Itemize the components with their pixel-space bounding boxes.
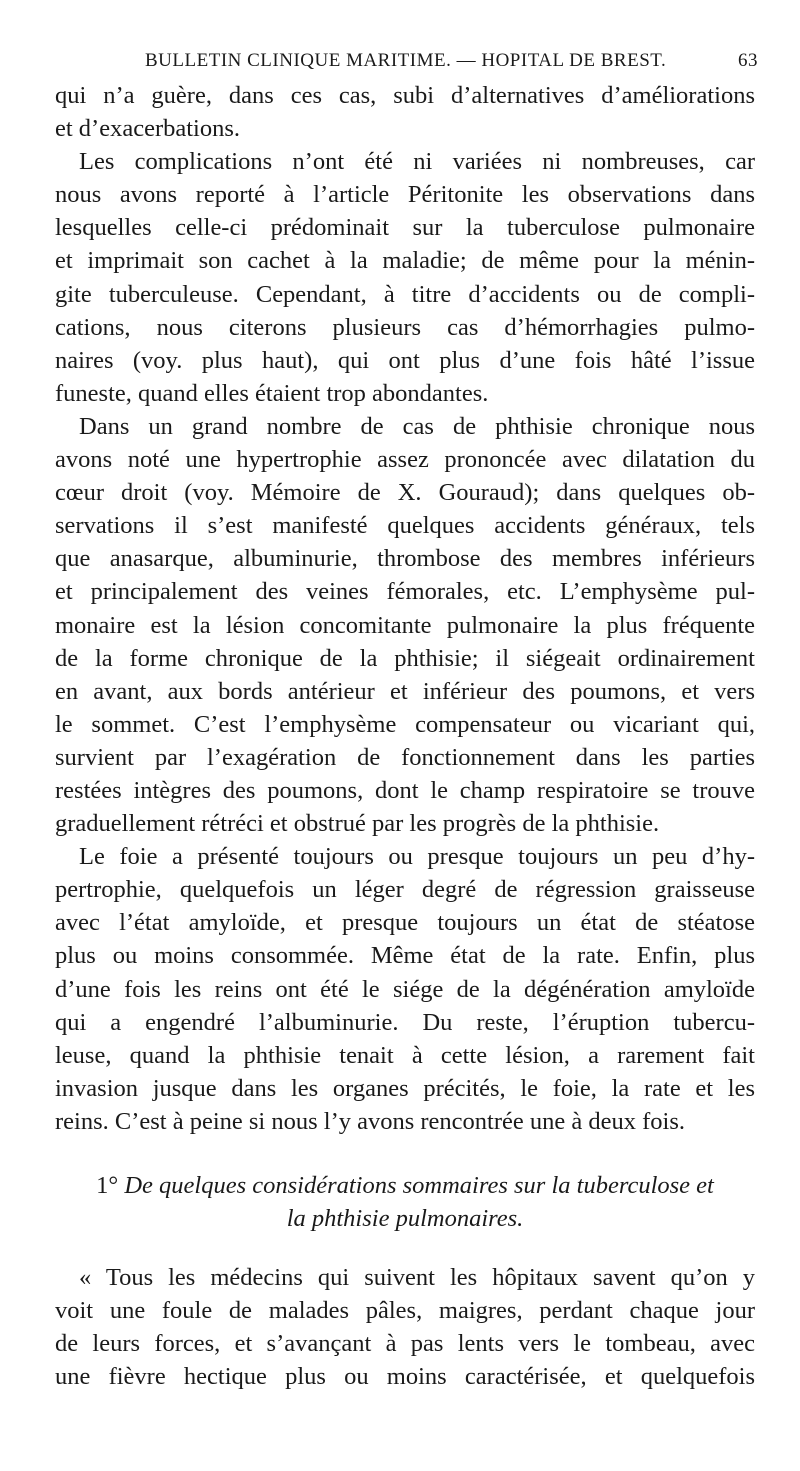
- text-line: d’une fois les reins ont été le siége de la dégénération amyloïde: [55, 975, 755, 1003]
- text-line: qui a engendré l’albuminurie. Du reste, l’éruption tubercu-: [55, 1008, 755, 1036]
- text-line: cations, nous citerons plusieurs cas d’hémorrhagies pulmo-: [55, 313, 755, 341]
- running-header: [55, 50, 758, 80]
- text-line: plus ou moins consommée. Même état de la rate. Enfin, plus: [55, 942, 755, 970]
- page-body: [55, 79, 755, 1393]
- text-line: « Tous les médecins qui suivent les hôpitaux savent qu’on y: [79, 1264, 755, 1291]
- text-line: leuse, quand la phthisie tenait à cette lésion, a rarement fait: [55, 1041, 755, 1069]
- paragraph: [55, 145, 755, 410]
- text-line: graduellement rétréci et obstrué par les progrès de la phthisie.: [55, 810, 660, 838]
- text-line: et principalement des veines fémorales, etc. L’emphysème pul-: [55, 578, 755, 606]
- text-line: invasion jusque dans les organes précités, le foie, la rate et les: [55, 1074, 755, 1102]
- running-title: BULLETIN CLINIQUE MARITIME. — HOPITAL DE BREST.: [145, 50, 667, 71]
- text-line: Les complications n’ont été ni variées ni nombreuses, car: [79, 148, 755, 176]
- text-line: et d’exacerbations.: [55, 115, 241, 143]
- section-title-part2: la phthisie pulmonaires.: [286, 1205, 524, 1232]
- text-line: le sommet. C’est l’emphysème compensateur ou vicariant qui,: [55, 710, 755, 738]
- paragraph: [55, 840, 755, 1138]
- text-line: nous avons reporté à l’article Péritonite les observations dans: [55, 181, 755, 209]
- text-line: survient par l’exagération de fonctionnement dans les parties: [55, 743, 755, 771]
- text-line: une fièvre hectique plus ou moins caractérisée, et quelquefois: [55, 1363, 755, 1391]
- text-line: gite tuberculeuse. Cependant, à titre d’accidents ou de compli-: [55, 280, 755, 308]
- text-line: que anasarque, albuminurie, thrombose des membres inférieurs: [55, 545, 755, 573]
- page-number: 63: [738, 50, 758, 71]
- paragraph: [55, 410, 755, 840]
- text-line: Le foie a présenté toujours ou presque toujours un peu d’hy-: [79, 843, 755, 871]
- text-line: de la forme chronique de la phthisie; il siégeait ordinairement: [55, 644, 755, 672]
- text-line: servations il s’est manifesté quelques accidents généraux, tels: [55, 512, 755, 540]
- text-line: monaire est la lésion concomitante pulmonaire la plus fréquente: [55, 611, 755, 639]
- text-line: restées intègres des poumons, dont le champ respiratoire se trouve: [55, 776, 755, 804]
- text-line: funeste, quand elles étaient trop abondantes.: [55, 379, 489, 407]
- section-heading: [55, 1169, 755, 1235]
- section-title-part1: De quelques considérations sommaires sur la tuberculose et: [124, 1172, 714, 1199]
- text-line: qui n’a guère, dans ces cas, subi d’alternatives d’améliorations: [55, 82, 755, 109]
- text-line: voit une foule de malades pâles, maigres, perdant chaque jour: [55, 1297, 755, 1325]
- text-line: pertrophie, quelquefois un léger degré de régression graisseuse: [55, 876, 755, 904]
- text-line: en avant, aux bords antérieur et inférieur des poumons, et vers: [55, 677, 755, 705]
- section-number: 1°: [96, 1172, 119, 1199]
- text-line: Dans un grand nombre de cas de phthisie chronique nous: [79, 412, 755, 440]
- paragraph: [55, 79, 755, 145]
- text-line: reins. C’est à peine si nous l’y avons rencontrée une à deux fois.: [55, 1107, 686, 1135]
- text-line: avons noté une hypertrophie assez prononcée avec dilatation du: [55, 446, 755, 474]
- text-line: avec l’état amyloïde, et presque toujours un état de stéatose: [55, 909, 755, 937]
- text-line: naires (voy. plus haut), qui ont plus d’une fois hâté l’issue: [55, 346, 755, 374]
- text-line: cœur droit (voy. Mémoire de X. Gouraud); dans quelques ob-: [55, 479, 755, 507]
- text-line: de leurs forces, et s’avançant à pas lents vers le tombeau, avec: [55, 1330, 755, 1358]
- quote-paragraph: [55, 1261, 755, 1393]
- section-heading-line: [55, 1169, 755, 1202]
- text-line: et imprimait son cachet à la maladie; de même pour la ménin-: [55, 247, 755, 275]
- text-line: lesquelles celle-ci prédominait sur la tuberculose pulmonaire: [55, 214, 755, 242]
